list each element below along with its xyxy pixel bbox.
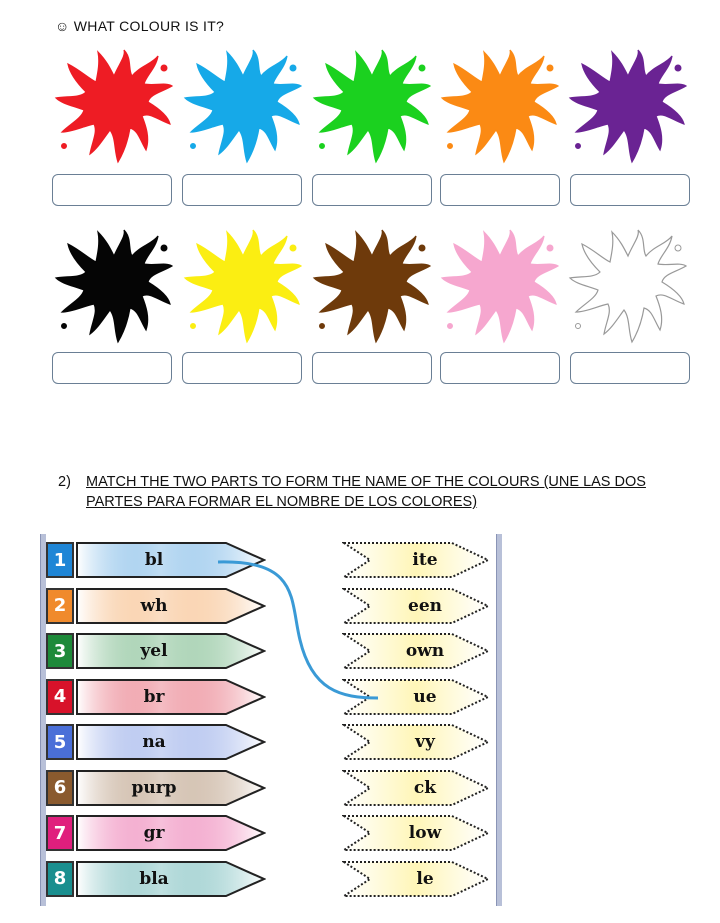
colour-answer-box[interactable]	[440, 352, 560, 384]
colour-answer-box[interactable]	[440, 174, 560, 206]
word-ending-label: vy	[415, 732, 435, 752]
exercise-2-instruction: MATCH THE TWO PARTS TO FORM THE NAME OF THE COLOURS (UNE LAS DOS PARTES PARA FORMAR EL NOMBRE DE LOS COLORES)	[86, 474, 646, 510]
item-number-badge: 7	[46, 815, 74, 851]
item-number-badge: 3	[46, 633, 74, 669]
word-part-label: bl	[144, 550, 164, 570]
item-number-badge: 2	[46, 588, 74, 624]
white-paint-splat-icon	[568, 226, 688, 346]
right-word-part[interactable]	[342, 723, 492, 761]
colour-answer-box[interactable]	[182, 174, 302, 206]
left-word-part[interactable]	[46, 633, 226, 669]
left-word-part[interactable]	[46, 588, 226, 624]
word-ending-label: ck	[413, 777, 437, 798]
exercise-1-title: ☺ WHAT COLOUR IS IT?	[55, 18, 225, 34]
pink-paint-splat-icon	[440, 226, 560, 346]
right-word-part[interactable]	[342, 769, 492, 807]
colour-answer-box[interactable]	[570, 352, 690, 384]
right-border-bar	[496, 534, 502, 906]
word-part-label: br	[143, 686, 165, 707]
word-ending-label: le	[416, 868, 434, 889]
brown-paint-splat-icon	[312, 226, 432, 346]
left-word-part[interactable]	[46, 770, 226, 806]
right-word-part[interactable]	[342, 678, 492, 716]
item-number-badge: 4	[46, 679, 74, 715]
colour-answer-box[interactable]	[182, 352, 302, 384]
word-ending-label: own	[405, 641, 445, 661]
word-part-label: wh	[140, 595, 168, 616]
colour-answer-box[interactable]	[570, 174, 690, 206]
word-part-label: bla	[139, 868, 169, 889]
right-word-part[interactable]	[342, 541, 492, 579]
red-paint-splat-icon	[54, 46, 174, 166]
exercise-2-number: 2)	[58, 474, 71, 490]
black-paint-splat-icon	[54, 226, 174, 346]
word-ending-label: low	[408, 823, 442, 843]
word-ending-label: een	[408, 595, 442, 616]
colour-answer-box[interactable]	[312, 174, 432, 206]
word-ending-label: ite	[412, 550, 438, 570]
left-word-part[interactable]	[46, 542, 226, 578]
yellow-paint-splat-icon	[183, 226, 303, 346]
item-number-badge: 5	[46, 724, 74, 760]
item-number-badge: 1	[46, 542, 74, 578]
word-part-label: purp	[131, 777, 177, 798]
word-part-label: gr	[143, 823, 165, 843]
left-word-part[interactable]	[46, 724, 226, 760]
purple-paint-splat-icon	[568, 46, 688, 166]
orange-paint-splat-icon	[440, 46, 560, 166]
blue-paint-splat-icon	[183, 46, 303, 166]
left-word-part[interactable]	[46, 815, 226, 851]
left-word-part[interactable]	[46, 861, 226, 897]
right-word-part[interactable]	[342, 587, 492, 625]
word-ending-label: ue	[413, 686, 437, 707]
colour-answer-box[interactable]	[52, 352, 172, 384]
colour-answer-box[interactable]	[312, 352, 432, 384]
word-part-label: na	[142, 732, 166, 752]
right-word-part[interactable]	[342, 632, 492, 670]
word-part-label: yel	[140, 641, 168, 661]
left-word-part[interactable]	[46, 679, 226, 715]
colour-answer-box[interactable]	[52, 174, 172, 206]
right-word-part[interactable]	[342, 860, 492, 898]
green-paint-splat-icon	[312, 46, 432, 166]
item-number-badge: 6	[46, 770, 74, 806]
item-number-badge: 8	[46, 861, 74, 897]
right-word-part[interactable]	[342, 814, 492, 852]
